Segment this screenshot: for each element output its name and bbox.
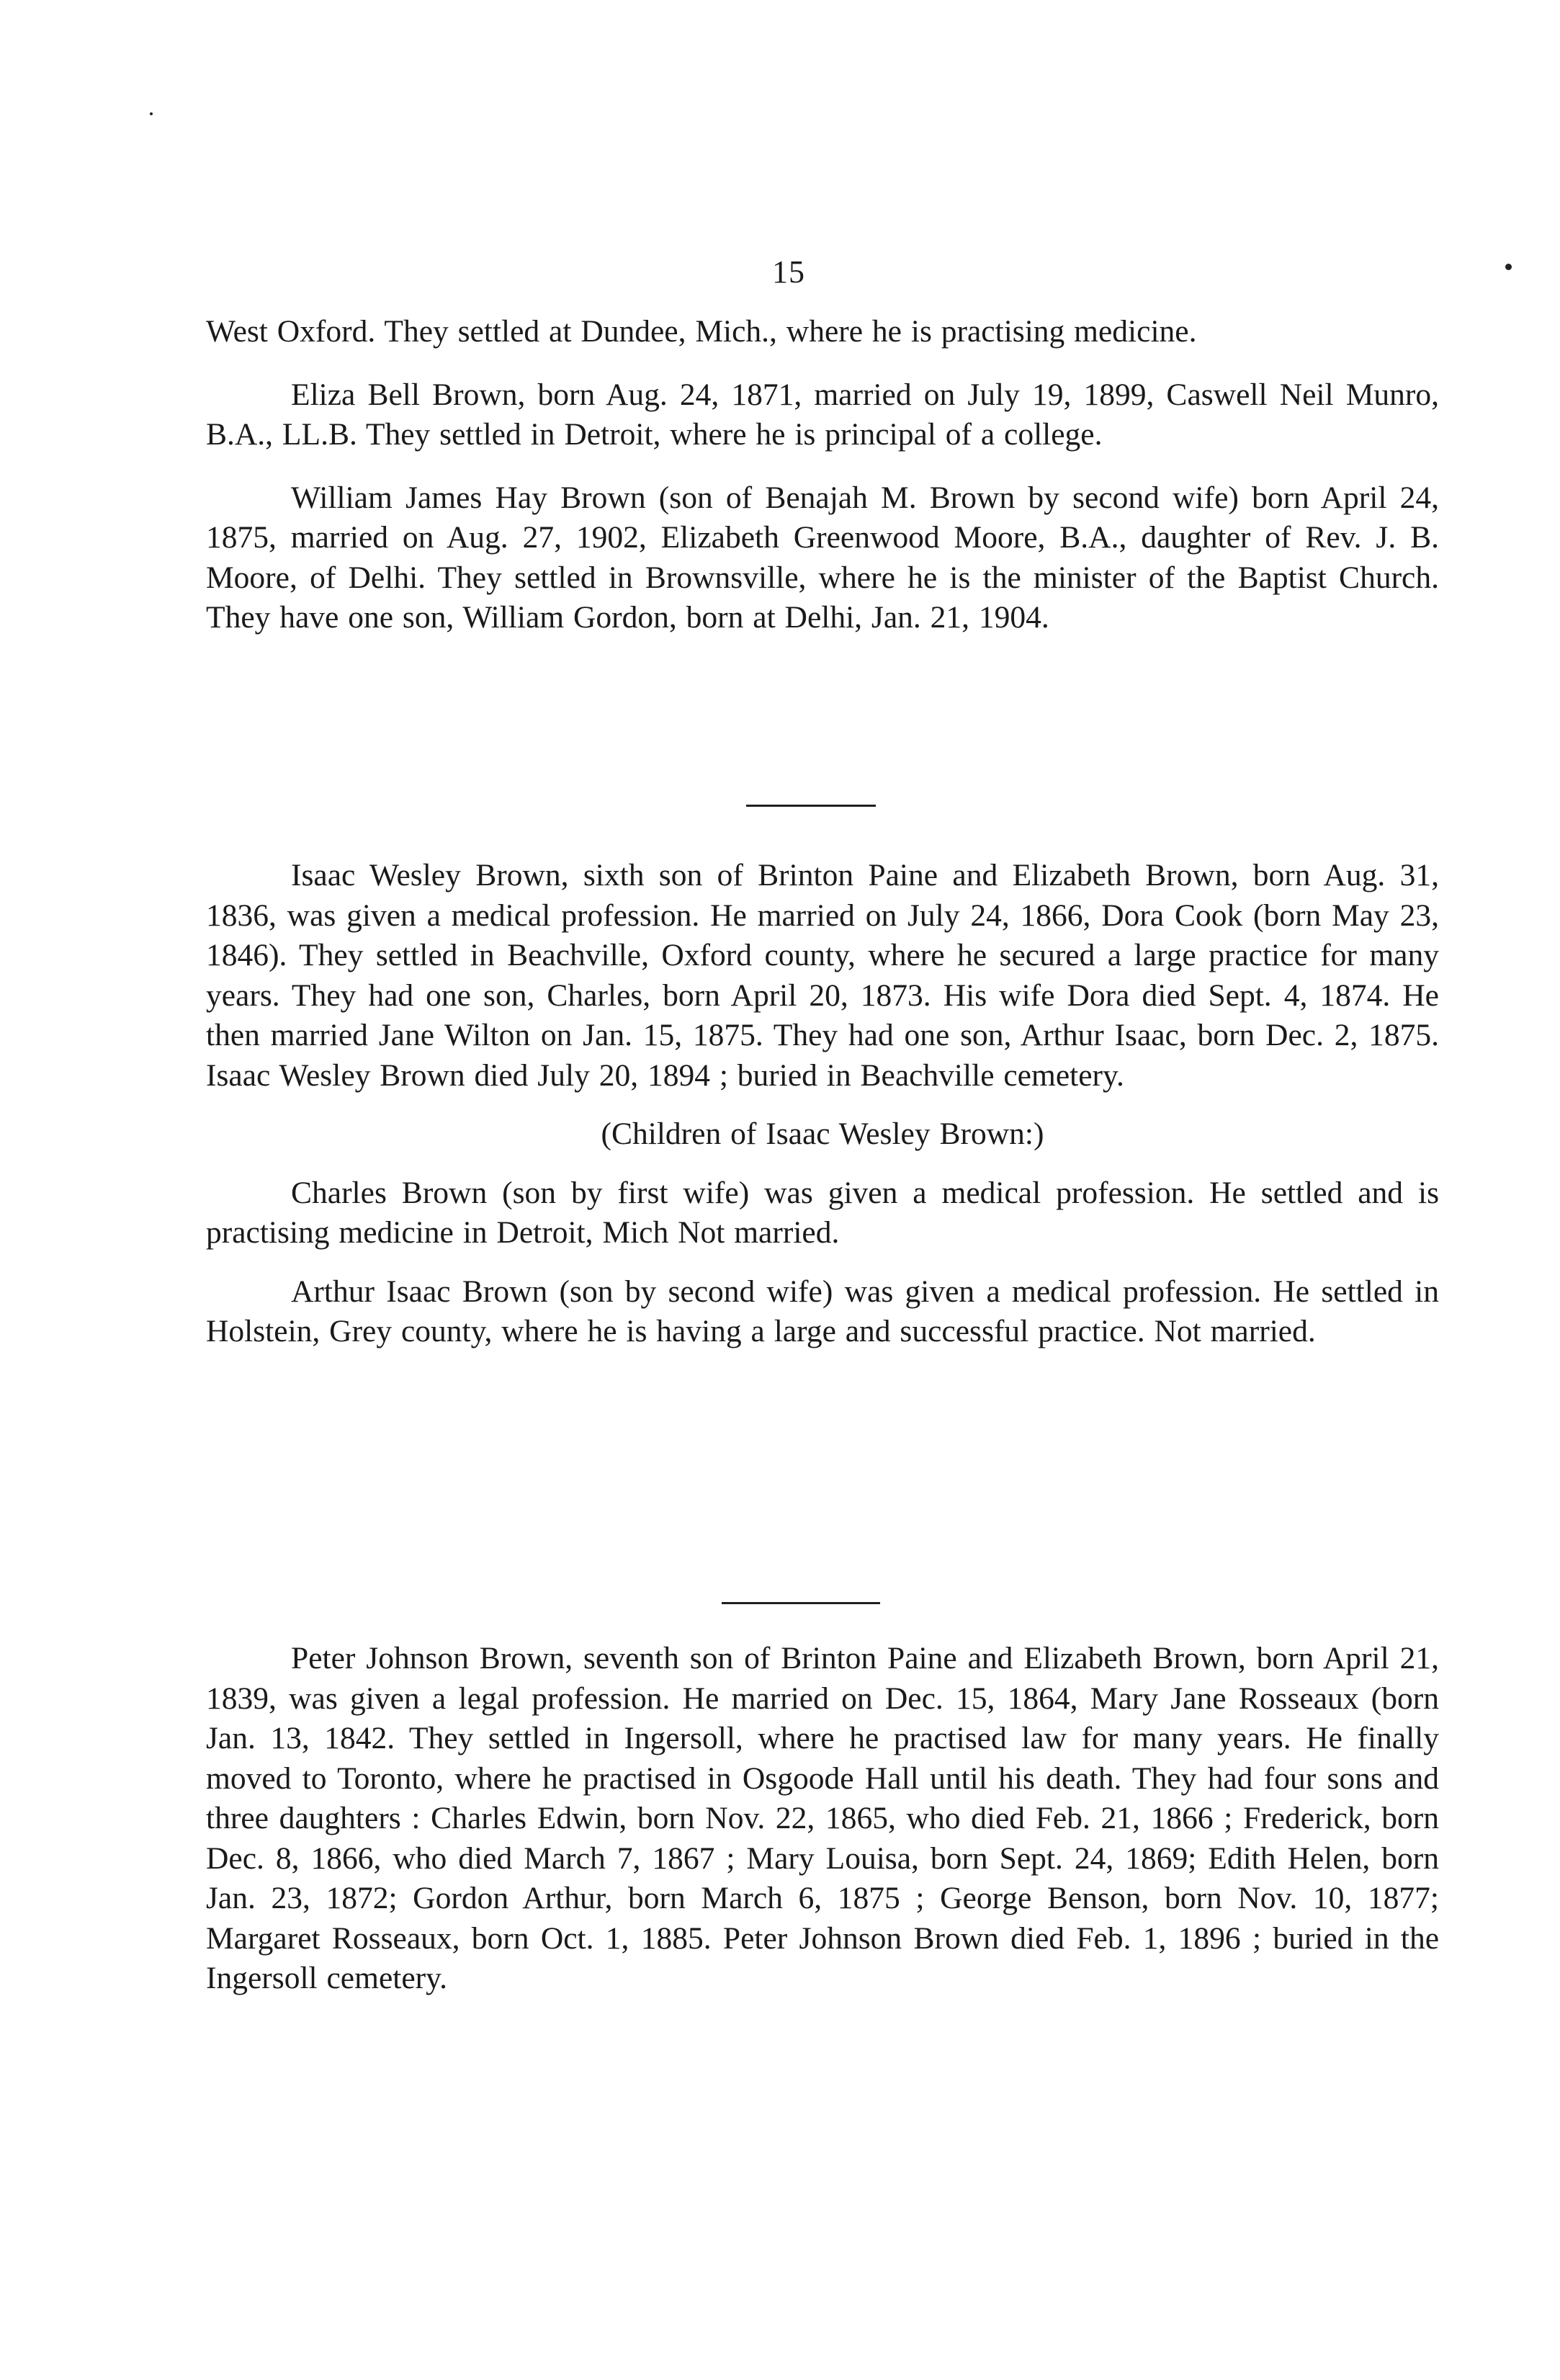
paragraph-isaac-wesley-brown: Isaac Wesley Brown, sixth son of Brinton Paine and Elizabeth Brown, born Aug. 31, 1836, was given a medical profession. He married on July 24, 1866, Dora Cook (born May 23, 1846). They settled in Beachville, Oxford county, where he secured a large practice for many years. They had one son, Charles, born April 20, 1873. His wife Dora died Sept. 4, 1874. He then married Jane Wilton on Jan. 15, 1875. They had one son, Arthur Isaac, born Dec. 2, 1875. Isaac Wesley Brown died July 20, 1894 ; buried in Beachville cemetery.	[206, 858, 1439, 1093]
paragraph-charles-brown: Charles Brown (son by first wife) was given a medical profession. He settled and is practising medicine in Detroit, Mich Not married.	[206, 1175, 1439, 1250]
paragraph-eliza-bell-brown: Eliza Bell Brown, born Aug. 24, 1871, married on July 19, 1899, Caswell Neil Munro, B.A., LL.B. They settled in Detroit, where he is principal of a college.	[206, 377, 1439, 452]
section-divider	[746, 805, 876, 807]
page-number: 15	[772, 254, 805, 290]
paragraph-continuation: West Oxford. They settled at Dundee, Mich., where he is practising medicine.	[206, 314, 1197, 349]
paragraph-arthur-isaac-brown: Arthur Isaac Brown (son by second wife) was given a medical profession. He settled in Holstein, Grey county, where he is having a large and successful practice. Not married.	[206, 1274, 1439, 1348]
ink-speck	[150, 112, 153, 115]
section-divider	[722, 1602, 880, 1604]
text-block-3	[206, 1639, 1439, 1999]
paragraph-william-james-hay-brown: William James Hay Brown (son of Benajah M. Brown by second wife) born April 24, 1875, married on Aug. 27, 1902, Elizabeth Greenwood Moore, B.A., daughter of Rev. J. B. Moore, of Delhi. They settled in Brownsville, where he is the minister of the Baptist Church. They have one son, William Gordon, born at Delhi, Jan. 21, 1904.	[206, 480, 1439, 635]
text-block-1	[206, 312, 1439, 638]
paragraph-peter-johnson-brown: Peter Johnson Brown, seventh son of Brinton Paine and Elizabeth Brown, born April 21, 1839, was given a legal profession. He married on Dec. 15, 1864, Mary Jane Rosseaux (born Jan. 13, 1842. They settled in Ingersoll, where he practised law for many years. He finally moved to Toronto, where he practised in Osgoode Hall until his death. They had four sons and three daughters : Charles Edwin, born Nov. 22, 1865, who died Feb. 21, 1866 ; Frederick, born Dec. 8, 1866, who died March 7, 1867 ; Mary Louisa, born Sept. 24, 1869; Edith Helen, born Jan. 23, 1872; Gordon Arthur, born March 6, 1875 ; George Benson, born Nov. 10, 1877; Margaret Rosseaux, born Oct. 1, 1885. Peter Johnson Brown died Feb. 1, 1896 ; buried in the Ingersoll cemetery.	[206, 1641, 1439, 1995]
ink-speck	[1505, 264, 1512, 270]
children-heading: (Children of Isaac Wesley Brown:)	[601, 1117, 1044, 1151]
text-block-2	[206, 856, 1439, 1352]
